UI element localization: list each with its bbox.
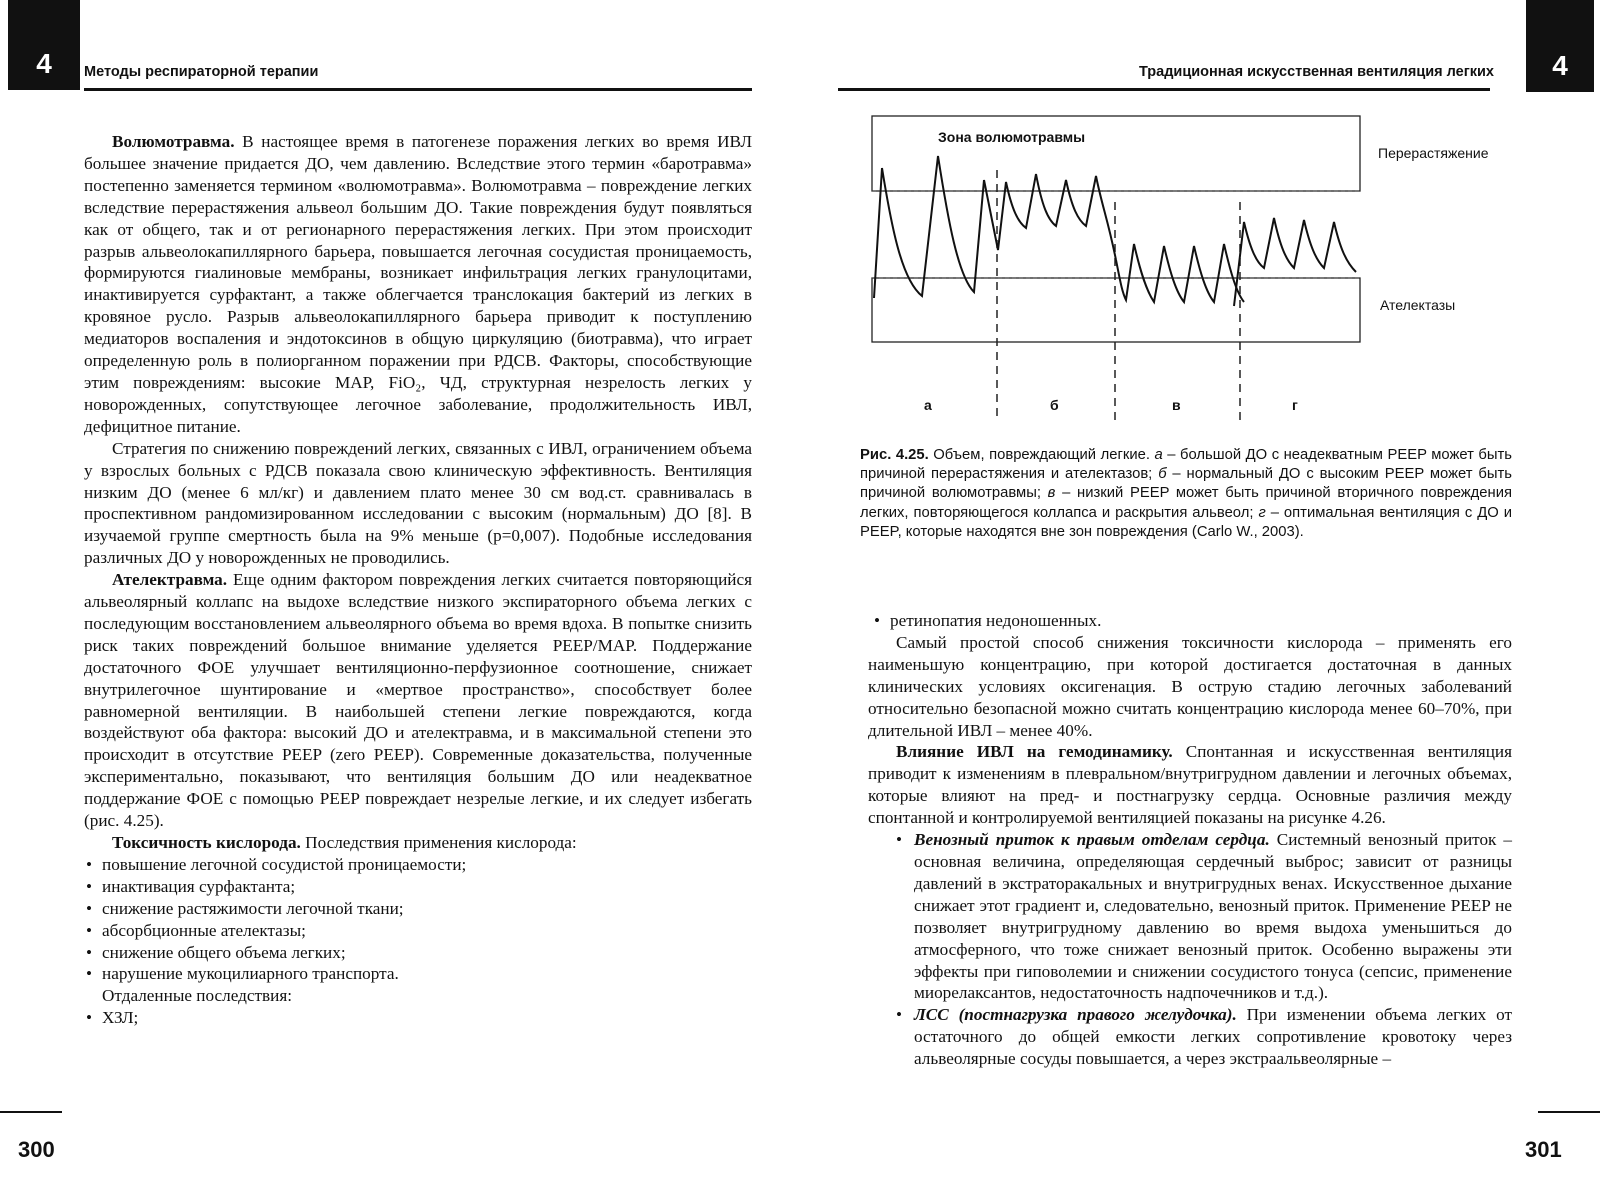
volume-curve-segment-d bbox=[1234, 218, 1356, 306]
remote-effects-list bbox=[84, 1007, 752, 1029]
running-head-left: Методы респираторной терапии bbox=[84, 64, 319, 80]
atelectasis-label: Ателектазы bbox=[1380, 297, 1456, 313]
page-number-right: 301 bbox=[1525, 1137, 1562, 1162]
zone-volutrauma-label: Зона волюмотравмы bbox=[938, 129, 1086, 145]
figure-number: Рис. 4.25. bbox=[860, 447, 929, 463]
header-rule-right bbox=[838, 88, 1490, 91]
list-item: • нарушение мукоцилиарного транспорта. bbox=[86, 964, 399, 984]
list-item: • снижение общего объема легких; bbox=[86, 942, 346, 962]
volume-curve-segment-a bbox=[874, 156, 984, 298]
chapter-tab-left bbox=[8, 0, 80, 90]
right-body bbox=[868, 610, 1512, 1070]
paragraph-hemodynamics: Влияние ИВЛ на гемодинамику. Спонтанная и искусственная вентиляция приводит к изменениям в плевральном/внутригрудном давлении и легочных объемах, которые влияют на пред- и постнагрузку сердца. Основные различия между спонтанной и контролируемой вентиляцией показаны на рисунке 4.26. bbox=[868, 742, 1513, 828]
list-item: • абсорбционные ателектазы; bbox=[86, 920, 306, 940]
footer-rule-left bbox=[0, 1111, 62, 1113]
segment-label-c: в bbox=[1172, 397, 1181, 413]
remote-effects-label: Отдаленные последствия: bbox=[102, 986, 293, 1006]
list-item: • Венозный приток к правым отделам сердца. Системный венозный приток – основная величина, определяющая сердечный выброс; зависит от разницы давлений в экстраторакальных и внутригрудных венах. Искусственное дыхание снижает этот градиент и, следовательно, венозный приток. Применение PEEP не позволяет внутригрудному давлению во время выдоха уменьшиться до атмосферного, что тоже снижает венозный приток. Особенно выражены эти эффекты при гиповолемии и снижении сосудистого тонуса (сепсис, применение миорелаксантов, недостаточность надпочечников и т.д.). bbox=[896, 830, 1512, 1003]
chapter-number: 4 bbox=[1552, 50, 1568, 81]
page-number-left: 300 bbox=[18, 1137, 55, 1162]
list-item: • снижение растяжимости легочной ткани; bbox=[86, 898, 404, 918]
paragraph-volutrauma: Волюмотравма. В настоящее время в патогенезе поражения легких во время ИВЛ большее значение придается ДО, чем давлению. Вследствие этого термин «баротравма» постепенно заменяется термином «волюмотравма». Волюмотравма – повреждение легких вследствие перерастяжения альвеол большим ДО. Такие повреждения будут появляться как от общего, так и от регионарного перерастяжения легких. При этом происходит разрыв альвеолокапиллярного барьера, повышается легочная сосудистая проницаемость, формируются гиалиновые мембраны, возникает инфильтрация легких гранулоцитами, инактивируется сурфактант, а также облегчается транслокация бактерий из легких в кровяное русло. Разрыв альвеолокапиллярного барьера приводит к поступлению медиаторов воспаления и эндотоксинов в общую циркуляцию (биотравма), что играет определенную роль в полиорганном поражении при РДСВ. Факторы, способствующие этим повреждениям: высокие МАР, FiO₂, ЧД, структурная незрелость легких у новорожденных, сопутствующее легочное заболевание, продолжительность ИВЛ, дефицитное питание. bbox=[84, 132, 752, 436]
paragraph-atelectrauma: Ателектравма. Еще одним фактором повреждения легких считается повторяющийся альвеолярный коллапс на выдохе вследствие низкого экспираторного объема легких с последующим восстановлением альвеолярного объема во время вдоха. В попытке снизить риск таких повреждений большое внимание уделяется PEEP/MAP. Поддержание достаточного ФОЕ улучшает вентиляционно-перфузионное соотношение, снижает внутрилегочное шунтирование и «мертвое пространство», способствует более равномерной вентиляции. В наибольшей степени легкие повреждаются, когда воздействуют оба фактора: высокий ДО и ателектравма, и в максимальной степени это происходит в отсутствие PEEP (zero PEEP). Современные доказательства, полученные экспериментально, показывают, что вентиляция большим ДО или неадекватное поддержание ФОЕ с помощью PEEP повреждает незрелые легкие, и их следует избегать (рис. 4.25). bbox=[84, 570, 752, 831]
list-item: • повышение легочной сосудистой проницаемости; bbox=[86, 854, 467, 874]
overdistension-zone bbox=[872, 116, 1360, 191]
atelectasis-zone bbox=[872, 278, 1360, 342]
segment-label-b: б bbox=[1050, 397, 1059, 413]
header-rule-left bbox=[84, 88, 752, 91]
paragraph-oxygen-reduction: Самый простой способ снижения токсичности кислорода – применять его наименьшую концентрацию, при которой достигается достаточная в данных клинических условиях оксигенация. В острую стадию легочных заболеваний относительно безопасной можно считать концентрацию кислорода менее 60–70%, при длительной ИВЛ – менее 40%. bbox=[868, 632, 1512, 740]
volume-curve-segment-b bbox=[984, 174, 1116, 260]
chapter-tab-right bbox=[1526, 0, 1594, 92]
chapter-number: 4 bbox=[36, 48, 52, 79]
list-item: • ЛСС (постнагрузка правого желудочка). При изменении объема легких от остаточного до общей емкости легких сопротивление кровотоку через альвеолярные сосуды повышается, а через экстраальвеолярные – bbox=[896, 1005, 1512, 1069]
footer-rule-right bbox=[1538, 1111, 1600, 1113]
list-item: • ретинопатия недоношенных. bbox=[874, 611, 1102, 630]
paragraph-oxygen-toxicity: Токсичность кислорода. Последствия применения кислорода: bbox=[112, 833, 577, 852]
figure-lung-injury-volume bbox=[860, 110, 1540, 430]
left-body bbox=[84, 131, 752, 1029]
list-item: • инактивация сурфактанта; bbox=[86, 876, 296, 896]
hemodynamics-list bbox=[868, 829, 1512, 1070]
oxygen-effects-continued-list bbox=[868, 610, 1512, 632]
list-item: • ХЗЛ; bbox=[86, 1008, 139, 1028]
figure-caption: Рис. 4.25. Объем, повреждающий легкие. а – большой ДО с неадекватным PEEP может быть причиной перерастяжения и ателектазов; б – нормальный ДО с высоким PEEP может быть причиной волюмотравмы; в – низкий PEEP может быть причиной вторичного повреждения легких, повторяющегося коллапса и раскрытия альвеол; г – оптимальная вентиляция с ДО и PEEP, которые находятся вне зон повреждения (Carlo W., 2003). bbox=[860, 447, 1513, 540]
oxygen-effects-list bbox=[84, 854, 752, 985]
segment-label-a: а bbox=[924, 397, 932, 413]
volume-curve-segment-c bbox=[1116, 244, 1244, 302]
paragraph-strategy: Стратегия по снижению повреждений легких, связанных с ИВЛ, ограничением объема у взрослых больных с РДСВ показала свою клиническую эффективность. Вентиляция низким ДО (менее 6 мл/кг) и давлением плато менее 30 см вод.ст. сравнивалась в проспективном рандомизированном исследовании с высоким (нормальным) ДО [8]. В изучаемой группе смертность была на 9% меньше (p=0,007). Подобные исследования различных ДО у новорожденных не проводились. bbox=[84, 438, 752, 568]
segment-label-d: г bbox=[1292, 397, 1298, 413]
overdistension-label: Перерастяжение bbox=[1378, 145, 1489, 161]
running-head-right: Традиционная искусственная вентиляция легких bbox=[1138, 64, 1494, 80]
